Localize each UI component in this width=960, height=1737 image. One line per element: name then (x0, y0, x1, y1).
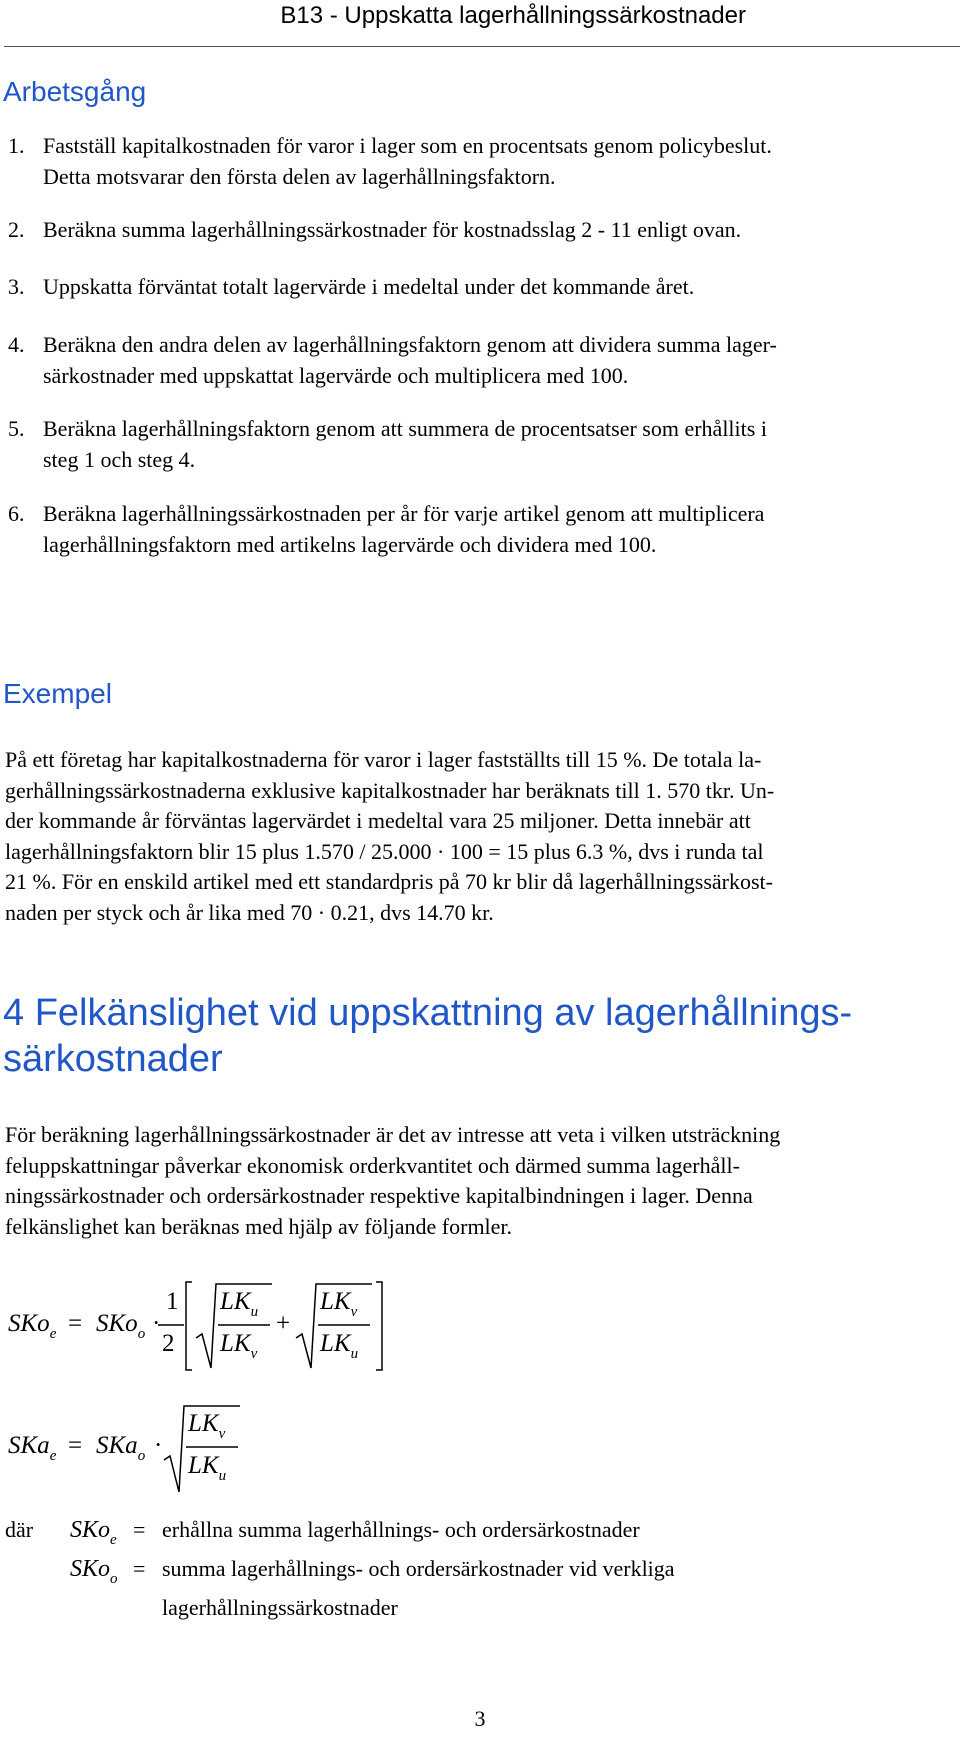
step-6 (8, 499, 948, 560)
step-4 (8, 330, 948, 391)
formula-structure-svg (0, 1400, 300, 1500)
sqrt-sign (164, 1406, 240, 1492)
section-heading-line: 4 Felkänslighet vid uppskattning av lagerhållnings- (3, 992, 853, 1034)
where-definition: summa lagerhållnings- och ordersärkostnader vid verkliga (162, 1556, 675, 1581)
formula-symbol: LK (220, 1330, 251, 1357)
formula-subscript: v (350, 1304, 358, 1320)
example-paragraph (5, 745, 960, 928)
step-number: 2. (8, 217, 25, 242)
where-equals: = (133, 1517, 146, 1542)
step-line: lagerhållningsfaktorn med artikelns lagervärde och dividera med 100. (43, 531, 657, 557)
paragraph-line: ningssärkostnader och ordersärkostnader respektive kapitalbindningen i lager. Denna (5, 1183, 753, 1208)
heading-arbetsgang: Arbetsgång (3, 76, 147, 107)
section-heading (3, 990, 852, 1082)
paragraph-line: felkänslighet kan beräknas med hjälp av följande formler. (5, 1213, 513, 1239)
formula-symbol: LK (320, 1288, 351, 1315)
multiply-dot: · (152, 1310, 161, 1337)
step-number: 5. (8, 416, 25, 441)
formula-symbol: SKo (96, 1310, 138, 1337)
paragraph-line: För beräkning lagerhållningssärkostnader är det av intresse att veta i vilken utsträckning (5, 1122, 781, 1147)
formula-subscript: o (137, 1326, 146, 1342)
step-number: 6. (8, 501, 25, 526)
formula-symbol: LK (188, 1452, 219, 1479)
where-symbol (70, 1517, 117, 1548)
equals-sign: = (68, 1310, 83, 1337)
formula-subscript: e (49, 1326, 57, 1342)
step-line: Fastställ kapitalkostnaden för varor i lager som en procentsats genom policybeslut. (43, 133, 772, 158)
fraction-numerator: 1 (166, 1288, 179, 1315)
formula-subscript: e (49, 1448, 57, 1464)
paragraph-line: 21 %. För en enskild artikel med ett standardpris på 70 kr blir då lagerhållningssärkost- (5, 869, 773, 894)
step-line: Beräkna lagerhållningssärkostnaden per år för varje artikel genom att multiplicera (43, 501, 765, 526)
multiply-dot: · (154, 1432, 163, 1459)
page-number: 3 (474, 1706, 486, 1731)
plus-sign: + (276, 1310, 291, 1337)
formula-symbol: LK (220, 1288, 251, 1315)
paragraph-line: naden per styck och år lika med 70 · 0.21, dvs 14.70 kr. (5, 899, 494, 925)
where-definition-continued: lagerhållningssärkostnader (162, 1595, 398, 1620)
sqrt-sign (296, 1284, 372, 1368)
paragraph-line: feluppskattningar påverkar ekonomisk orderkvantitet och därmed summa lagerhåll- (5, 1152, 740, 1178)
step-5 (8, 414, 948, 475)
step-line: Beräkna summa lagerhållningssärkostnader för kostnadsslag 2 - 11 enligt ovan. (43, 217, 742, 242)
sqrt-sign (196, 1284, 272, 1368)
formula-subscript: e (110, 1532, 117, 1548)
step-line: särkostnader med uppskattat lagervärde och multiplicera med 100. (43, 362, 629, 388)
formula-symbol: SKa (96, 1432, 138, 1459)
where-equals: = (133, 1556, 146, 1581)
step-2 (8, 215, 948, 246)
step-number: 3. (8, 274, 25, 299)
fraction-denominator: 2 (162, 1330, 175, 1357)
paragraph-line: gerhållningssärkostnaderna exklusive kapitalkostnader har beräknats till 1. 570 tkr. Un- (5, 777, 775, 803)
section-heading-line: särkostnader (3, 1038, 223, 1080)
formula-symbol: SKo (70, 1517, 111, 1543)
running-header: B13 - Uppskatta lagerhållningssärkostnader (280, 2, 746, 29)
formula-subscript: u (218, 1468, 227, 1484)
section-paragraph (5, 1120, 960, 1242)
formula-ska (0, 1400, 960, 1500)
equals-sign: = (68, 1432, 83, 1459)
right-bracket (376, 1282, 382, 1370)
formula-symbol: LK (188, 1410, 219, 1437)
step-1 (8, 131, 948, 192)
formula-symbol: SKo (8, 1310, 50, 1337)
step-number: 4. (8, 332, 25, 357)
step-line: steg 1 och steg 4. (43, 446, 196, 472)
step-line: Detta motsvarar den första delen av lagerhållningsfaktorn. (43, 163, 556, 189)
formula-symbol: SKo (70, 1556, 111, 1582)
step-3 (8, 272, 948, 303)
paragraph-line: der kommande år förväntas lagervärdet i medeltal vara 25 miljoner. Detta innebär att (5, 808, 751, 833)
left-bracket (186, 1282, 192, 1370)
paragraph-line: lagerhållningsfaktorn blir 15 plus 1.570 / 25.000 · 100 = 15 plus 6.3 %, dvs i runda tal (5, 838, 764, 864)
formula-subscript: u (250, 1304, 259, 1320)
formula-subscript: o (110, 1571, 118, 1587)
step-number: 1. (8, 133, 25, 158)
paragraph-line: På ett företag har kapitalkostnaderna för varor i lager fastställts till 15 %. De totala la- (5, 747, 762, 772)
where-label: där (5, 1517, 34, 1542)
heading-exempel: Exempel (3, 678, 112, 709)
formula-subscript: o (137, 1448, 146, 1464)
step-line: Uppskatta förväntat totalt lagervärde i medeltal under det kommande året. (43, 274, 695, 299)
header-rule (4, 46, 960, 47)
where-symbol (70, 1556, 118, 1587)
formula-sko (0, 1270, 960, 1390)
formula-symbol: LK (320, 1330, 351, 1357)
formula-subscript: v (218, 1426, 226, 1442)
where-definition: erhållna summa lagerhållnings- och ordersärkostnader (162, 1517, 640, 1542)
formula-symbol: SKa (8, 1432, 50, 1459)
formula-structure-svg (0, 1270, 400, 1380)
step-line: Beräkna den andra delen av lagerhållningsfaktorn genom att dividera summa lager- (43, 332, 777, 357)
formula-subscript: v (250, 1346, 258, 1362)
formula-subscript: u (350, 1346, 359, 1362)
step-line: Beräkna lagerhållningsfaktorn genom att summera de procentsatser som erhållits i (43, 416, 767, 441)
